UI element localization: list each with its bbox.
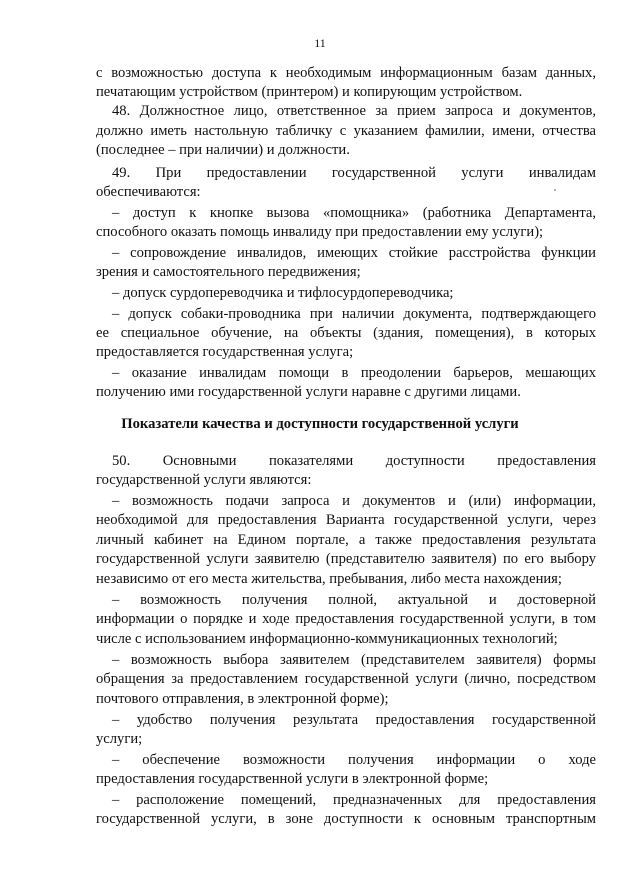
text-line: должно иметь настольную табличку с указанием фамилии, имени, отчества (96, 123, 596, 139)
text-line: – доступ к кнопке вызова «помощника» (работника Департамента, (112, 205, 596, 221)
text-line: государственной услуги, в зоне доступности к основным транспортным (96, 811, 596, 827)
text-line: получению ими государственной услуги наравне с другими лицами. (96, 384, 521, 400)
text-line: печатающим устройством (принтером) и копирующим устройством. (96, 84, 523, 100)
scan-speck (554, 189, 556, 191)
text-line: 50. Основными показателями доступности предоставления (112, 453, 596, 469)
text-line: (последнее – при наличии) и должности. (96, 142, 350, 158)
text-line: ее специальное обучение, на объекты (здания, помещения), в которых (96, 325, 596, 341)
section-heading: Показатели качества и доступности государственной услуги (121, 416, 519, 432)
text-line: зрения и самостоятельного передвижения; (96, 264, 361, 280)
text-line: 48. Должностное лицо, ответственное за прием запроса и документов, (112, 103, 596, 119)
text-line: почтового отправления, в электронной форме); (96, 691, 389, 707)
text-line: услуги; (96, 731, 143, 747)
text-line: – расположение помещений, предназначенных для предоставления (112, 792, 596, 808)
text-line: способного оказать помощь инвалиду при предоставлении ему услуги); (96, 224, 544, 240)
text-line: – возможность выбора заявителем (представителем заявителя) формы (112, 652, 596, 668)
text-line: – возможность подачи запроса и документов и (или) информации, (112, 493, 596, 509)
text-line: обращения за предоставлением государственной услуги (лично, посредством (96, 671, 596, 687)
text-line: государственной услуги заявителю (представителю заявителя) по его выбору (96, 551, 596, 567)
text-line: информации о порядке и ходе предоставления государственной услуги, в том (96, 611, 596, 627)
text-line: 49. При предоставлении государственной услуги инвалидам (112, 165, 596, 181)
text-line: – сопровождение инвалидов, имеющих стойкие расстройства функции (112, 245, 596, 261)
text-line: – допуск сурдопереводчика и тифлосурдопереводчика; (112, 285, 454, 301)
text-line: необходимой для предоставления Варианта государственной услуги, через (96, 512, 596, 528)
text-line: – допуск собаки-проводника при наличии документа, подтверждающего (112, 306, 596, 322)
text-line: личный кабинет на Едином портале, а также предоставления результата (96, 532, 596, 548)
text-line: государственной услуги являются: (96, 472, 312, 488)
text-line: – возможность получения полной, актуальной и достоверной (112, 592, 596, 608)
text-line: обеспечиваются: (96, 184, 201, 200)
text-line: – оказание инвалидам помощи в преодолении барьеров, мешающих (112, 365, 596, 381)
text-line: предоставления государственной услуги в электронной форме; (96, 771, 489, 787)
page-number: 11 (314, 36, 326, 50)
text-line: – удобство получения результата предоставления государственной (112, 712, 596, 728)
text-line: предоставляется государственная услуга; (96, 344, 354, 360)
text-line: – обеспечение возможности получения информации о ходе (112, 752, 596, 768)
text-line: с возможностью доступа к необходимым информационным базам данных, (96, 65, 596, 81)
text-line: независимо от его места жительства, пребывания, либо места нахождения; (96, 571, 562, 587)
text-line: числе с использованием информационно-коммуникационных технологий; (96, 631, 558, 647)
